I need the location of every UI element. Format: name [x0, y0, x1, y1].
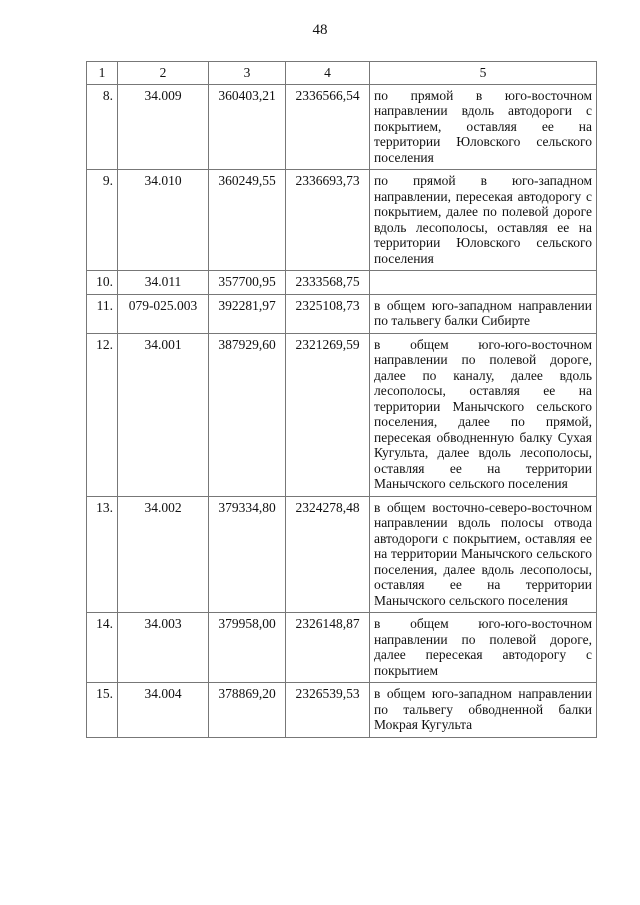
boundary-description: в общем восточно-северо-восточном направлении вдоль полосы отвода автодороги с покрытием, оставляя ее на территории Манычского сельского поселения, далее вдоль лесополосы, оставляя ее на территории Манычского сельского поселения: [370, 496, 597, 613]
x-coordinate: 357700,95: [209, 271, 286, 295]
point-id: 34.011: [118, 271, 209, 295]
table-header-row: [87, 62, 597, 85]
point-id: 34.001: [118, 333, 209, 496]
boundary-description: в общем юго-западном направлении по тальвегу балки Сибирте: [370, 294, 597, 333]
x-coordinate: 387929,60: [209, 333, 286, 496]
boundary-description: в общем юго-западном направлении по тальвегу обводненной балки Мокрая Кугульта: [370, 683, 597, 738]
table-row: [87, 496, 597, 613]
boundary-description: по прямой в юго-западном направлении, пересекая автодорогу с покрытием, далее по полевой дороге вдоль лесополосы, оставляя ее на территории Юловского сельского поселения: [370, 170, 597, 271]
row-number: 14.: [87, 613, 118, 683]
row-number: 9.: [87, 170, 118, 271]
y-coordinate: 2336693,73: [286, 170, 370, 271]
x-coordinate: 392281,97: [209, 294, 286, 333]
boundary-description: [370, 271, 597, 295]
y-coordinate: 2326148,87: [286, 613, 370, 683]
y-coordinate: 2325108,73: [286, 294, 370, 333]
table-row: [87, 294, 597, 333]
table-row: [87, 271, 597, 295]
point-id: 079-025.003: [118, 294, 209, 333]
x-coordinate: 379334,80: [209, 496, 286, 613]
table-row: [87, 84, 597, 170]
boundary-description: по прямой в юго-восточном направлении вдоль автодороги с покрытием, оставляя ее на территории Юловского сельского поселения: [370, 84, 597, 170]
row-number: 15.: [87, 683, 118, 738]
row-number: 11.: [87, 294, 118, 333]
boundary-points-table: [86, 61, 597, 738]
y-coordinate: 2326539,53: [286, 683, 370, 738]
y-coordinate: 2336566,54: [286, 84, 370, 170]
boundary-description: в общем юго-юго-восточном направлении по полевой дороге, далее по каналу, далее вдоль лесополосы, оставляя ее на территории Манычского сельского поселения, далее по прямой, пересекая обводненную балку Сухая Кугульта, далее вдоль лесополосы, оставляя ее на территории Манычского сельского поселения: [370, 333, 597, 496]
y-coordinate: 2321269,59: [286, 333, 370, 496]
page-number: 48: [312, 22, 328, 38]
boundary-description: в общем юго-юго-восточном направлении по полевой дороге, далее пересекая автодорогу с покрытием: [370, 613, 597, 683]
table-row: [87, 170, 597, 271]
header-col-5: 5: [370, 62, 597, 85]
y-coordinate: 2324278,48: [286, 496, 370, 613]
row-number: 8.: [87, 84, 118, 170]
y-coordinate: 2333568,75: [286, 271, 370, 295]
row-number: 12.: [87, 333, 118, 496]
point-id: 34.009: [118, 84, 209, 170]
point-id: 34.010: [118, 170, 209, 271]
header-col-2: 2: [118, 62, 209, 85]
x-coordinate: 379958,00: [209, 613, 286, 683]
header-col-1: 1: [87, 62, 118, 85]
header-col-4: 4: [286, 62, 370, 85]
point-id: 34.003: [118, 613, 209, 683]
point-id: 34.002: [118, 496, 209, 613]
table-row: [87, 613, 597, 683]
table-row: [87, 683, 597, 738]
x-coordinate: 360403,21: [209, 84, 286, 170]
point-id: 34.004: [118, 683, 209, 738]
x-coordinate: 378869,20: [209, 683, 286, 738]
table-row: [87, 333, 597, 496]
row-number: 10.: [87, 271, 118, 295]
header-col-3: 3: [209, 62, 286, 85]
row-number: 13.: [87, 496, 118, 613]
x-coordinate: 360249,55: [209, 170, 286, 271]
